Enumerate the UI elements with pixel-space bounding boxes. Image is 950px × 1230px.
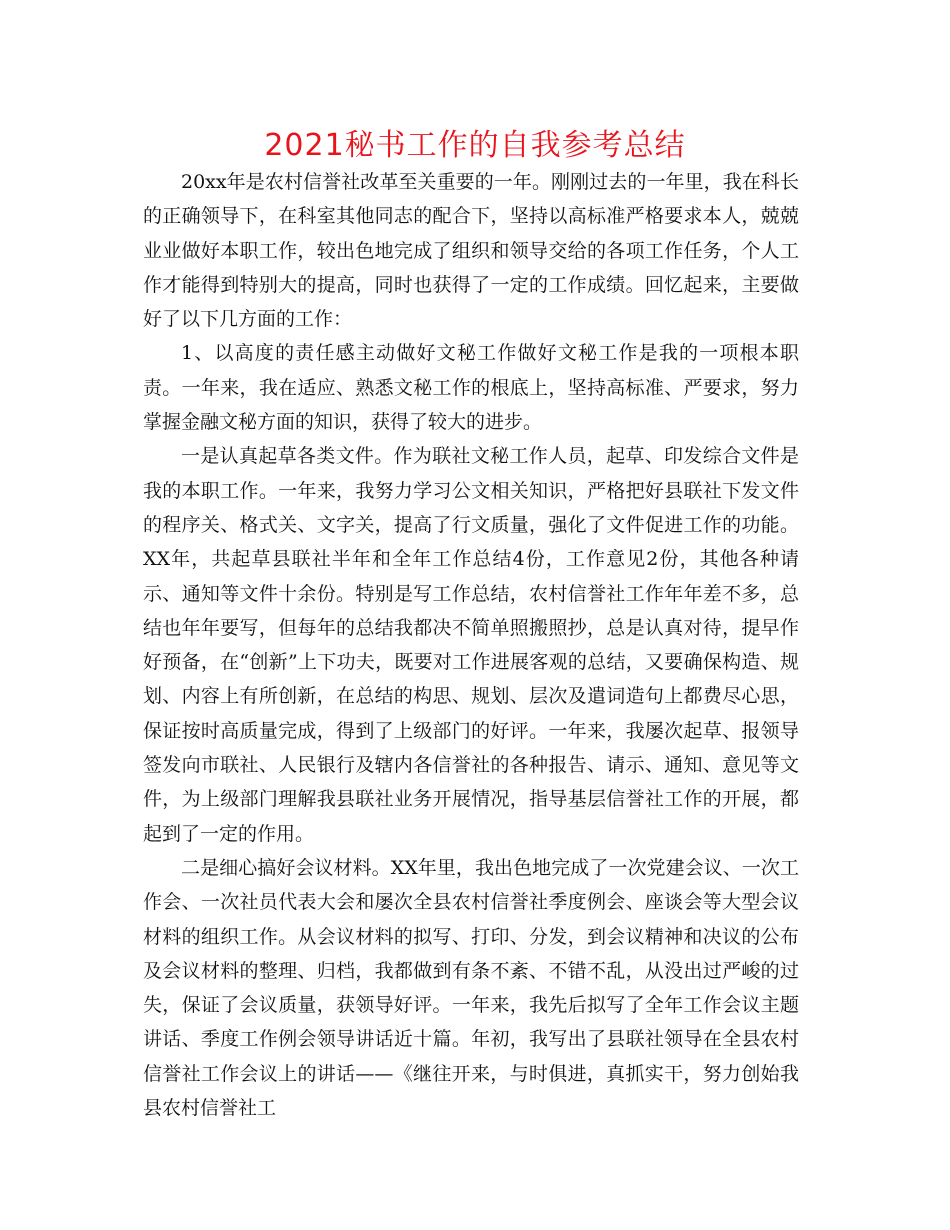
document-body <box>143 165 799 1125</box>
paragraph-section-1: 1、以高度的责任感主动做好文秘工作做好文秘工作是我的一项根本职责。一年来，我在适应、熟悉文秘工作的根底上，坚持高标准、严要求，努力掌握金融文秘方面的知识，获得了较大的进步。 <box>143 342 799 434</box>
document-title: 2021秘书工作的自我参考总结 <box>264 128 686 163</box>
paragraph-intro: 20xx年是农村信誉社改革至关重要的一年。刚刚过去的一年里，我在科长的正确领导下，在科室其他同志的配合下，坚持以高标准严格要求本人，兢兢业业做好本职工作，较出色地完成了组织和领导交给的各项工作任务，个人工作才能得到特别大的提高，同时也获得了一定的工作成绩。回忆起来，主要做好了以下几方面的工作： <box>143 171 799 331</box>
paragraph-meeting-materials: 二是细心搞好会议材料。XX年里，我出色地完成了一次党建会议、一次工作会、一次社员代表大会和屡次全县农村信誉社季度例会、座谈会等大型会议材料的组织工作。从会议材料的拟写、打印、分发，到会议精神和决议的公布及会议材料的整理、归档，我都做到有条不紊、不错不乱，从没出过严峻的过失，保证了会议质量，获领导好评。一年来，我先后拟写了全年工作会议主题讲话、季度工作例会领导讲话近十篇。年初，我写出了县联社领导在全县农村信誉社工作会议上的讲话——《继往开来，与时俱进，真抓实干，努力创始我县农村信誉社工 <box>143 856 799 1120</box>
paragraph-drafting-documents: 一是认真起草各类文件。作为联社文秘工作人员，起草、印发综合文件是我的本职工作。一年来，我努力学习公文相关知识，严格把好县联社下发文件的程序关、格式关、文字关，提高了行文质量，强化了文件促进工作的功能。XX年，共起草县联社半年和全年工作总结4份，工作意见2份，其他各种请示、通知等文件十余份。特别是写工作总结，农村信誉社工作年年差不多，总结也年年要写，但每年的总结我都决不简单照搬照抄，总是认真对待，提早作好预备，在“创新”上下功夫，既要对工作进展客观的总结，又要确保构造、规划、内容上有所创新，在总结的构思、规划、层次及遣词造句上都费尽心思，保证按时高质量完成，得到了上级部门的好评。一年来，我屡次起草、报领导签发向市联社、人民银行及辖内各信誉社的各种报告、请示、通知、意见等文件，为上级部门理解我县联社业务开展情况，指导基层信誉社工作的开展，都起到了一定的作用。 <box>143 445 799 845</box>
